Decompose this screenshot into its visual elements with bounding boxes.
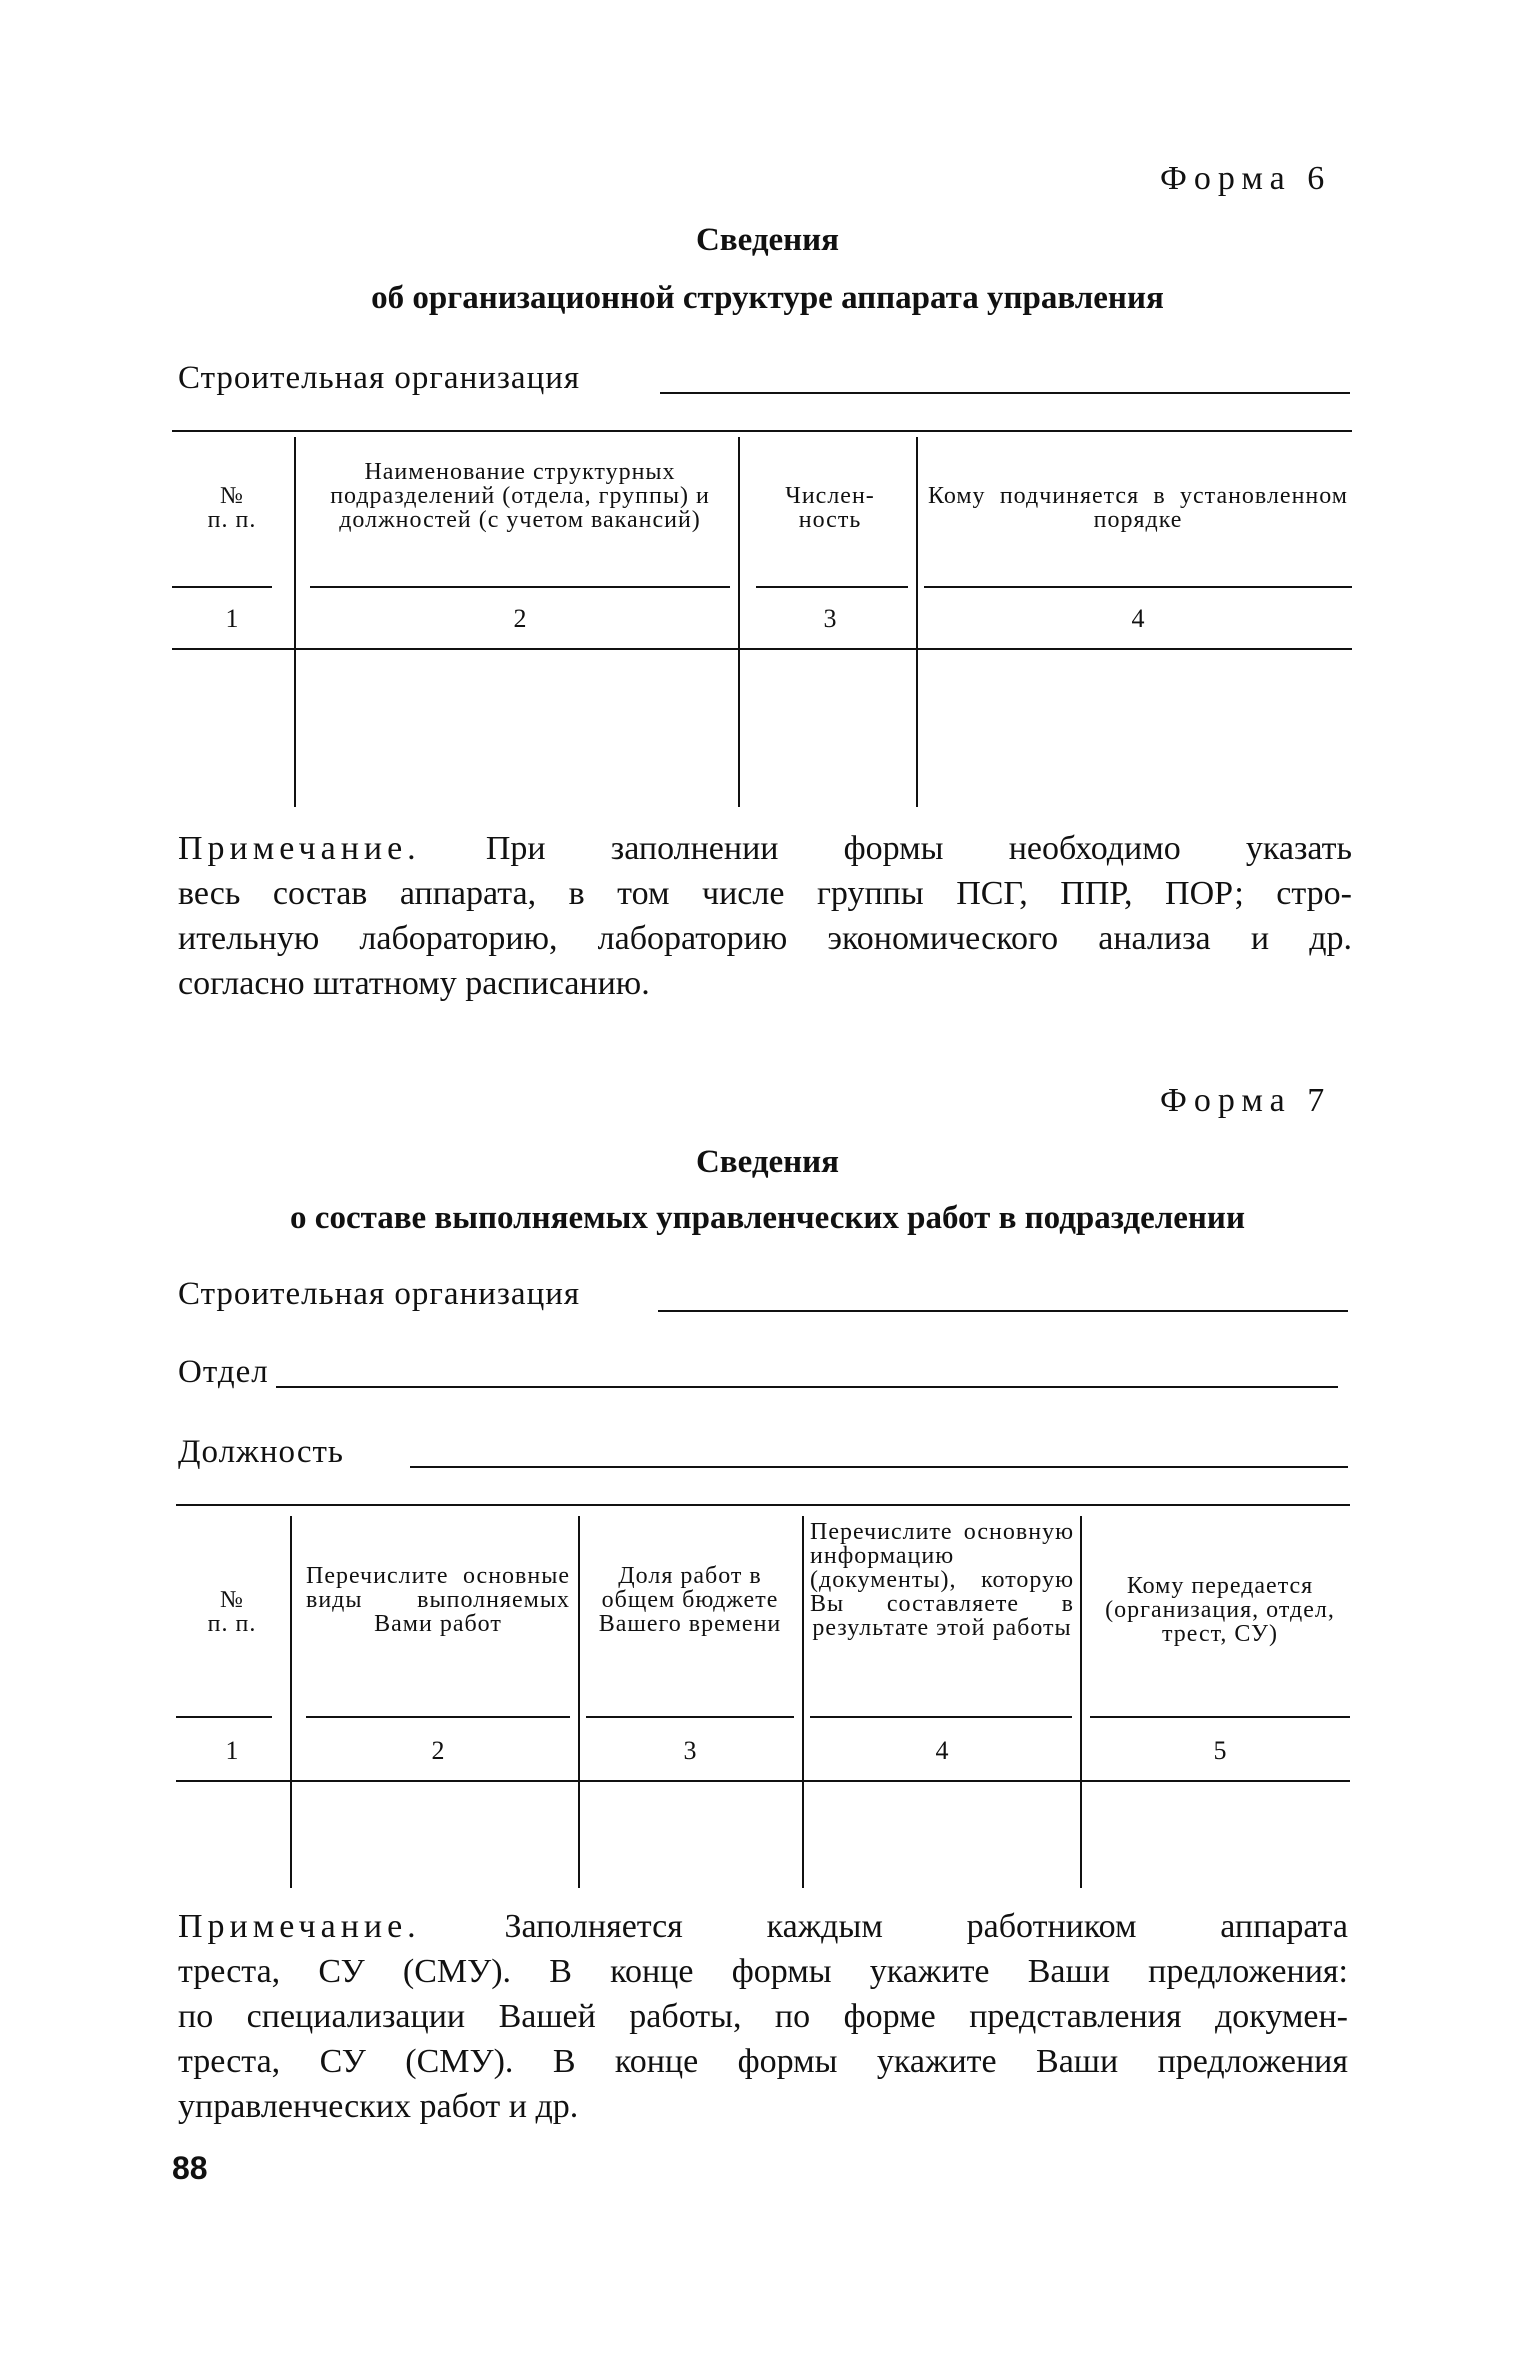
form6-title: Сведения <box>695 222 840 258</box>
form7-note <box>178 1904 1348 2129</box>
form7-dept-input-line[interactable] <box>276 1386 1338 1388</box>
table-divider <box>1080 1516 1082 1888</box>
table-header-rule <box>924 586 1352 588</box>
note-line: Заполняется каждым работником аппарата <box>504 1908 1348 1945</box>
form7-header-time-share: Доля работ в общем бюджете Вашего времени <box>598 1563 782 1637</box>
table-header-rule <box>176 1716 272 1718</box>
form7-col-number: 4 <box>935 1736 949 1765</box>
table-top-rule <box>176 1504 1350 1506</box>
table-header-rule <box>172 586 272 588</box>
table-header-rule <box>586 1716 794 1718</box>
form7-col-number: 3 <box>683 1736 697 1765</box>
form6-subtitle: об организационной структуре аппарата управления <box>371 280 1164 316</box>
form6-col-number: 4 <box>1131 604 1145 633</box>
form7-org-label: Строительная организация <box>178 1276 581 1312</box>
form6-col-number: 3 <box>823 604 837 633</box>
form7-header-work-types: Перечислите основные виды выполняемых Вами работ <box>306 1563 570 1637</box>
form6-note-label: Примечание. <box>178 830 421 867</box>
form6-header-name: Наименование структурных подразделений (отдела, группы) и должностей (с учетом вакансий) <box>330 459 710 533</box>
form7-org-input-line[interactable] <box>658 1310 1348 1312</box>
form7-col-number: 2 <box>431 1736 445 1765</box>
table-header-rule <box>310 586 730 588</box>
form7-header-recipient: Кому передается (организация, отдел, трест, СУ) <box>1105 1573 1335 1647</box>
table-header-rule <box>810 1716 1072 1718</box>
table-divider <box>802 1516 804 1888</box>
form7-position-label: Должность <box>178 1434 344 1470</box>
form7-header-number: № п. п. <box>207 1587 257 1637</box>
table-divider <box>916 437 918 807</box>
note-line: треста, СУ (СМУ). В конце формы укажите Ваши предложения <box>178 2043 1348 2080</box>
note-line: весь состав аппарата, в том числе группы ПСГ, ППР, ПОР; стро- <box>178 875 1352 912</box>
table-header-rule <box>1090 1716 1350 1718</box>
table-header-rule <box>756 586 908 588</box>
form6-header-count: Числен- ность <box>785 483 875 533</box>
table-top-rule <box>172 430 1352 432</box>
table-divider <box>294 437 296 807</box>
table-divider <box>578 1516 580 1888</box>
table-numbers-rule <box>172 648 1352 650</box>
page-number: 88 <box>172 2150 208 2186</box>
form6-header-subordination: Кому подчиняется в установленном порядке <box>928 483 1348 533</box>
form7-dept-label: Отдел <box>178 1354 269 1390</box>
form6-org-input-line[interactable] <box>660 392 1350 394</box>
note-line: управленческих работ и др. <box>178 2088 579 2125</box>
form6-col-number: 1 <box>225 604 239 633</box>
table-divider <box>738 437 740 807</box>
form7-note-label: Примечание. <box>178 1908 421 1945</box>
note-line: При заполнении формы необходимо указать <box>485 830 1352 867</box>
note-line: треста, СУ (СМУ). В конце формы укажите Ваши предложения: <box>178 1953 1348 1990</box>
form7-subtitle: о составе выполняемых управленческих работ в подразделении <box>290 1200 1245 1236</box>
note-line: по специализации Вашей работы, по форме представления докумен- <box>178 1998 1348 2035</box>
form6-org-label: Строительная организация <box>178 360 581 396</box>
form7-label: Форма 7 <box>1160 1082 1332 1119</box>
form6-note <box>178 826 1352 1006</box>
table-divider <box>290 1516 292 1888</box>
note-line: ительную лабораторию, лабораторию экономического анализа и др. <box>178 920 1352 957</box>
form7-col-number: 1 <box>225 1736 239 1765</box>
form6-col-number: 2 <box>513 604 527 633</box>
form7-header-documents: Перечислите основную информацию (документы), которую Вы составляете в результате этой работы <box>810 1519 1074 1641</box>
table-header-rule <box>306 1716 570 1718</box>
table-numbers-rule <box>176 1780 1350 1782</box>
form6-label: Форма 6 <box>1160 160 1332 197</box>
form7-position-input-line[interactable] <box>410 1466 1348 1468</box>
form7-title: Сведения <box>695 1144 840 1180</box>
note-line: согласно штатному расписанию. <box>178 965 650 1002</box>
form7-col-number: 5 <box>1213 1736 1227 1765</box>
form6-header-number: № п. п. <box>207 483 257 533</box>
